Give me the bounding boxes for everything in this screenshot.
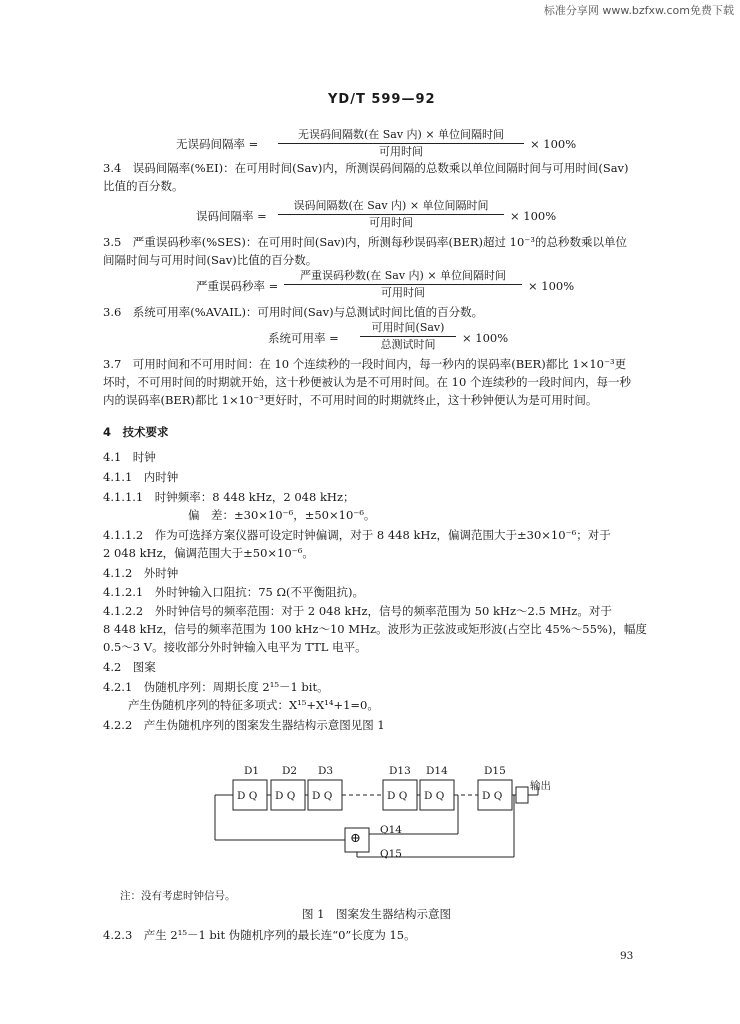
section-4-2-3: 4.2.3 产生 2¹⁵－1 bit 伪随机序列的最长连“0”长度为 15。 (103, 928, 416, 942)
formula-1-fraction (278, 128, 524, 159)
label-d14: D14 (426, 765, 448, 777)
section-4-1-2-2-line-1: 4.1.2.2 外时钟信号的频率范围：对于 2 048 kHz，信号的频率范围为 50 kHz～2.5 MHz。对于 (103, 604, 612, 618)
section-4-1-2-2-line-3: 0.5～3 V。接收部分外时钟输入电平为 TTL 电平。 (103, 640, 367, 654)
formula-1-label: 无误码间隔率 = (176, 137, 259, 151)
section-3-4-line-1: 3.4 误码间隔率(%EI)：在可用时间(Sav)内，所测误码间隔的总数乘以单位间隔时间与可用时间(Sav) (103, 161, 629, 175)
dq-d14: D Q (424, 790, 445, 802)
dq-d13: D Q (387, 790, 408, 802)
formula-2-numerator: 误码间隔数(在 Sav 内) × 单位间隔时间 (278, 199, 504, 215)
section-4-1-2-heading: 4.1.2 外时钟 (103, 566, 179, 580)
section-3-6: 3.6 系统可用率(%AVAIL)：可用时间(Sav)与总测试时间比值的百分数。 (103, 305, 484, 319)
section-3-7-line-3: 内的误码率(BER)都比 1×10⁻³更好时，不可用时间的时期就终止，这十秒钟便认为是可用时间。 (103, 393, 598, 407)
section-3-7-line-1: 3.7 可用时间和不可用时间：在 10 个连续秒的一段时间内，每一秒内的误码率(BER)都比 1×10⁻³更 (103, 357, 627, 371)
formula-1-denominator: 可用时间 (379, 145, 423, 158)
dq-d15: D Q (482, 790, 503, 802)
xor-symbol: ⊕ (350, 831, 361, 846)
label-q14: Q14 (380, 824, 402, 836)
dq-d1: D Q (237, 790, 258, 802)
section-4-heading: 4 技术要求 (103, 425, 169, 439)
formula-3-denominator: 可用时间 (381, 286, 425, 299)
dq-d2: D Q (275, 790, 296, 802)
section-4-1-1-heading: 4.1.1 内时钟 (103, 470, 179, 484)
formula-1-numerator: 无误码间隔数(在 Sav 内) × 单位间隔时间 (278, 128, 524, 144)
formula-4-denominator: 总测试时间 (380, 338, 436, 351)
section-4-1-1-2-line-2: 2 048 kHz，偏调范围大于±50×10⁻⁶。 (103, 546, 314, 560)
section-3-5-line-1: 3.5 严重误码秒率(%SES)：在可用时间(Sav)内，所测每秒误码率(BER)超过 10⁻³的总秒数乘以单位 (103, 235, 627, 249)
label-d15: D15 (484, 765, 506, 777)
formula-2-denominator: 可用时间 (369, 216, 413, 229)
formula-2-factor: × 100% (510, 209, 557, 223)
section-4-2-1-line-2: 产生伪随机序列的特征多项式：X¹⁵+X¹⁴+1=0。 (128, 698, 379, 712)
formula-3-factor: × 100% (528, 279, 575, 293)
section-3-5-line-2: 间隔时间与可用时间(Sav)比值的百分数。 (103, 253, 318, 267)
page-number: 93 (620, 950, 634, 962)
section-4-1-1-1-line-1: 4.1.1.1 时钟频率：8 448 kHz，2 048 kHz； (103, 490, 355, 504)
watermark: 标准分享网 www.bzfxw.com免费下载 (543, 4, 734, 17)
formula-4-numerator: 可用时间(Sav) (360, 321, 456, 337)
figure-note: 注：没有考虑时钟信号。 (120, 890, 236, 902)
formula-1-factor: × 100% (530, 137, 577, 151)
formula-4-factor: × 100% (462, 331, 509, 345)
label-d13: D13 (389, 765, 411, 777)
formula-3-numerator: 严重误码秒数(在 Sav 内) × 单位间隔时间 (284, 269, 522, 285)
page-header: YD/T 599—92 (328, 92, 436, 107)
formula-2-label: 误码间隔率 = (196, 209, 267, 223)
section-4-2-2: 4.2.2 产生伪随机序列的图案发生器结构示意图见图 1 (103, 718, 385, 732)
section-4-2-heading: 4.2 图案 (103, 660, 156, 674)
section-3-7-line-2: 坏时，不可用时间的时期就开始，这十秒便被认为是不可用时间。在 10 个连续秒的一段时间内，每一秒 (103, 375, 631, 389)
section-3-4-line-2: 比值的百分数。 (103, 179, 184, 193)
label-d2: D2 (282, 765, 298, 777)
section-4-1-1-1-line-2: 偏 差：±30×10⁻⁶，±50×10⁻⁶。 (188, 508, 376, 522)
label-q15: Q15 (380, 848, 402, 860)
label-d1: D1 (244, 765, 260, 777)
formula-3-label: 严重误码秒率 = (196, 279, 279, 293)
output-buffer (516, 787, 528, 803)
section-4-2-1-line-1: 4.2.1 伪随机序列：周期长度 2¹⁵－1 bit。 (103, 680, 329, 694)
formula-2-fraction (278, 199, 504, 230)
dq-d3: D Q (312, 790, 333, 802)
formula-3-fraction (284, 269, 522, 300)
section-4-1-2-1: 4.1.2.1 外时钟输入口阻抗：75 Ω(不平衡阻抗)。 (103, 585, 365, 599)
label-d3: D3 (318, 765, 334, 777)
section-4-1-heading: 4.1 时钟 (103, 450, 156, 464)
output-label: 输出 (530, 780, 551, 792)
formula-4-fraction (360, 321, 456, 352)
formula-4-label: 系统可用率 = (268, 331, 339, 345)
section-4-1-1-2-line-1: 4.1.1.2 作为可选择方案仪器可设定时钟偏调，对于 8 448 kHz，偏调范围大于±30×10⁻⁶；对于 (103, 528, 611, 542)
figure-caption: 图 1 图案发生器结构示意图 (302, 907, 451, 921)
section-4-1-2-2-line-2: 8 448 kHz，信号的频率范围为 100 kHz～10 MHz。波形为正弦波或矩形波(占空比 45%～55%)，幅度 (103, 622, 647, 636)
